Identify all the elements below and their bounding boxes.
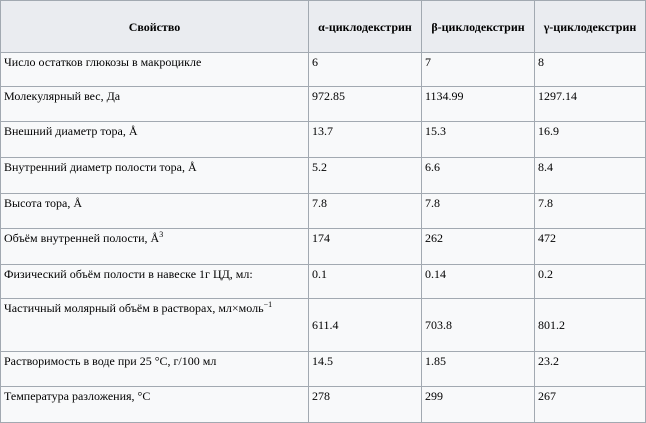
gamma-value: 267 — [535, 387, 646, 423]
property-label: Физический объём полости в навеске 1г ЦД, мл: — [4, 267, 253, 281]
property-cell — [1, 387, 309, 423]
table-row — [1, 352, 646, 387]
property-label: Число остатков глюкозы в макроцикле — [4, 55, 202, 69]
alpha-value: 13.7 — [309, 122, 422, 158]
header-property: Свойство — [1, 1, 309, 53]
beta-value: 299 — [422, 387, 535, 423]
property-superscript: 3 — [159, 230, 164, 239]
property-cell — [1, 352, 309, 387]
table-row — [1, 265, 646, 299]
table-row — [1, 229, 646, 265]
property-cell — [1, 122, 309, 158]
alpha-value: 0.1 — [309, 265, 422, 299]
beta-value: 15.3 — [422, 122, 535, 158]
gamma-value: 472 — [535, 229, 646, 265]
table-row — [1, 158, 646, 194]
gamma-value: 7.8 — [535, 194, 646, 229]
alpha-value: 14.5 — [309, 352, 422, 387]
property-label: Внутренний диаметр полости тора, Å — [4, 160, 197, 174]
alpha-value: 5.2 — [309, 158, 422, 194]
header-row — [1, 1, 646, 53]
gamma-value: 23.2 — [535, 352, 646, 387]
beta-value: 7 — [422, 53, 535, 87]
property-label: Молекулярный вес, Да — [4, 89, 121, 103]
header-alpha: α-циклодекстрин — [309, 1, 422, 53]
property-cell — [1, 229, 309, 265]
property-cell — [1, 53, 309, 87]
table-row — [1, 194, 646, 229]
table-row — [1, 87, 646, 122]
property-label: Растворимость в воде при 25 °C, г/100 мл — [4, 354, 217, 368]
table-row — [1, 387, 646, 423]
gamma-value: 801.2 — [535, 299, 646, 352]
alpha-value: 611.4 — [309, 299, 422, 352]
property-cell — [1, 194, 309, 229]
gamma-value: 8 — [535, 53, 646, 87]
property-label: Температура разложения, °C — [4, 389, 151, 403]
property-cell — [1, 158, 309, 194]
gamma-value: 16.9 — [535, 122, 646, 158]
alpha-value: 174 — [309, 229, 422, 265]
beta-value: 1.85 — [422, 352, 535, 387]
beta-value: 703.8 — [422, 299, 535, 352]
property-superscript: −1 — [263, 300, 273, 309]
alpha-value: 278 — [309, 387, 422, 423]
property-cell — [1, 265, 309, 299]
table-row — [1, 299, 646, 352]
beta-value: 262 — [422, 229, 535, 265]
property-label: Высота тора, Å — [4, 196, 83, 210]
property-label: Объём внутренней полости, Å — [4, 231, 160, 245]
beta-value: 6.6 — [422, 158, 535, 194]
property-label: Частичный молярный объём в растворах, мл×моль — [4, 301, 264, 315]
header-beta: β-циклодекстрин — [422, 1, 535, 53]
gamma-value: 0.2 — [535, 265, 646, 299]
gamma-value: 8.4 — [535, 158, 646, 194]
beta-value: 0.14 — [422, 265, 535, 299]
table-row — [1, 122, 646, 158]
property-label: Внешний диаметр тора, Å — [4, 124, 138, 138]
beta-value: 7.8 — [422, 194, 535, 229]
alpha-value: 972.85 — [309, 87, 422, 122]
alpha-value: 6 — [309, 53, 422, 87]
alpha-value: 7.8 — [309, 194, 422, 229]
property-cell — [1, 87, 309, 122]
gamma-value: 1297.14 — [535, 87, 646, 122]
property-cell — [1, 299, 309, 352]
beta-value: 1134.99 — [422, 87, 535, 122]
header-gamma: γ-циклодекстрин — [535, 1, 646, 53]
table-row — [1, 53, 646, 87]
